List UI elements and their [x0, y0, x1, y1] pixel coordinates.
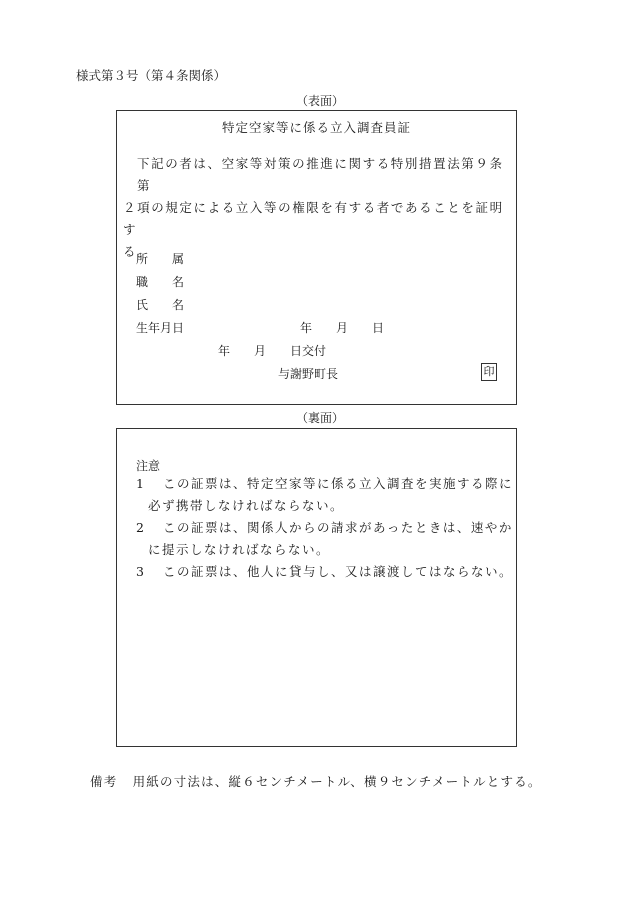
back-card [116, 428, 517, 747]
seal-mark: 印 [481, 363, 497, 381]
notice-item-1-number: 1 [136, 476, 146, 491]
notice-item-1 [136, 473, 513, 517]
paragraph-line-2: ２項の規定による立入等の権限を有する者であることを証明す [123, 200, 504, 237]
certification-paragraph [123, 153, 516, 263]
notice-item-1-line1: この証票は、特定空家等に係る立入調査を実施する際に [162, 476, 513, 491]
note-text: 用紙の寸法は、縦６センチメートル、横９センチメートルとする。 [132, 774, 542, 789]
note-label: 備考 [90, 774, 118, 789]
paragraph-line-1: 下記の者は、空家等対策の推進に関する特別措置法第９条第 [137, 156, 504, 193]
issue-date: 年 月 日交付 [218, 344, 327, 358]
notice-item-2 [136, 517, 513, 561]
card-title: 特定空家等に係る立入調査員証 [221, 120, 411, 135]
notice-item-2-number: 2 [136, 520, 146, 535]
notice-item-3 [136, 561, 513, 583]
notice-item-3-number: 3 [136, 564, 146, 579]
notice-item-2-line2: に提示しなければならない。 [148, 542, 331, 557]
front-section-label: （表面） [296, 94, 345, 108]
field-birthdate-value: 年 月 日 [300, 321, 385, 335]
notice-heading: 注意 [136, 459, 161, 473]
field-birthdate-label: 生年月日 [136, 321, 185, 335]
notice-item-3-line1: この証票は、他人に貸与し、又は譲渡してはならない。 [162, 564, 513, 579]
field-title-label: 職 名 [136, 275, 185, 289]
notice-item-1-line2: 必ず携帯しなければならない。 [148, 498, 345, 513]
front-card [116, 110, 517, 405]
field-affiliation-label: 所 属 [136, 252, 185, 266]
issuer: 与謝野町長 [278, 367, 339, 381]
back-section-label: （裏面） [296, 411, 345, 425]
notice-item-2-line1: この証票は、関係人からの請求があったときは、速やか [162, 520, 513, 535]
form-number: 様式第３号（第４条関係） [76, 68, 227, 83]
note [90, 772, 542, 790]
paragraph-line-3: る。 [123, 244, 152, 259]
field-name-label: 氏 名 [136, 298, 185, 312]
